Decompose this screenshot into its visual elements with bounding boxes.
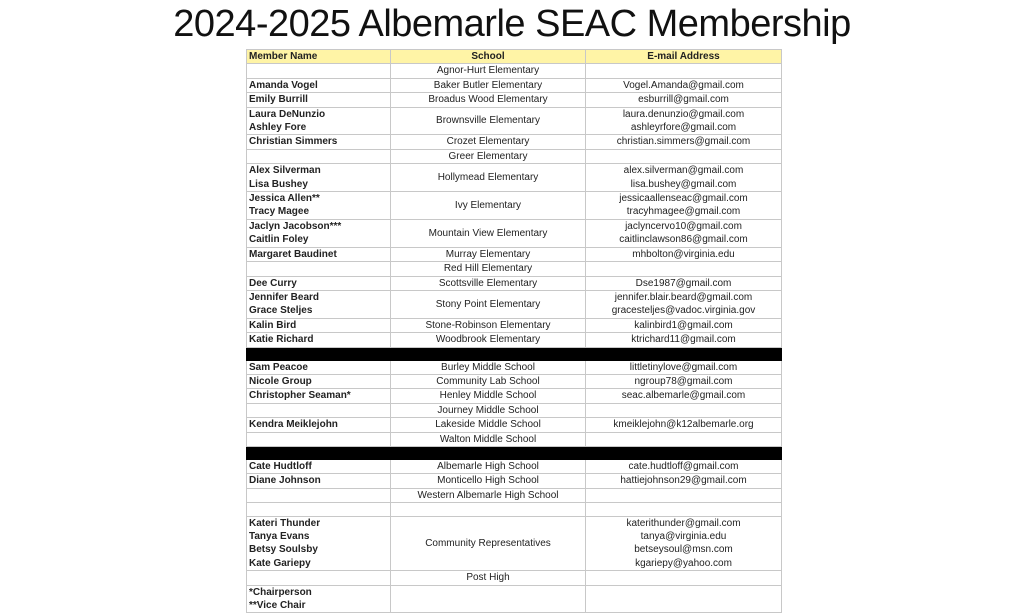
table-row	[247, 107, 782, 135]
member-name-cell	[247, 418, 391, 432]
email-cell	[586, 418, 782, 432]
school-cell: Woodbrook Elementary	[391, 333, 586, 347]
email-cell	[586, 78, 782, 92]
email-cell	[586, 164, 782, 192]
member-name: Cate Hudtloff	[249, 460, 312, 472]
school-cell: Scottsville Elementary	[391, 276, 586, 290]
member-name: Lisa Bushey	[249, 178, 308, 190]
member-name: Betsy Soulsby	[249, 544, 318, 556]
email-address: tanya@virginia.edu	[640, 530, 727, 542]
member-name: Grace Steljes	[249, 305, 313, 317]
table-row	[247, 318, 782, 332]
member-name: Kate Gariepy	[249, 557, 311, 569]
email-address: cate.hudtloff@gmail.com	[628, 460, 739, 472]
email-cell	[586, 262, 782, 276]
table-body	[247, 64, 782, 613]
email-cell	[586, 360, 782, 374]
email-cell	[586, 403, 782, 417]
email-cell	[586, 432, 782, 446]
table-row	[247, 192, 782, 220]
member-name-cell	[247, 247, 391, 261]
email-cell	[586, 135, 782, 149]
school-cell: Red Hill Elementary	[391, 262, 586, 276]
school-cell: Community Representatives	[391, 516, 586, 571]
school-cell: Albemarle High School	[391, 459, 586, 473]
member-name-cell	[247, 318, 391, 332]
email-address: kmeiklejohn@k12albemarle.org	[613, 419, 754, 431]
table-row	[247, 135, 782, 149]
section-divider	[247, 347, 782, 360]
email-cell	[586, 64, 782, 78]
email-address: kgariepy@yahoo.com	[635, 557, 732, 569]
table-row	[247, 93, 782, 107]
member-name-cell	[247, 474, 391, 488]
member-name: Jennifer Beard	[249, 291, 320, 303]
email-address: christian.simmers@gmail.com	[616, 136, 751, 148]
school-cell: Walton Middle School	[391, 432, 586, 446]
school-cell: Hollymead Elementary	[391, 164, 586, 192]
email-address: littletinylove@gmail.com	[629, 361, 738, 373]
school-cell: Ivy Elementary	[391, 192, 586, 220]
member-name: Jessica Allen**	[249, 193, 320, 205]
table-row	[247, 333, 782, 347]
email-address: betseysoul@msn.com	[634, 544, 733, 556]
member-name: Kateri Thunder	[249, 517, 321, 529]
school-cell: Lakeside Middle School	[391, 418, 586, 432]
table-row	[247, 247, 782, 261]
email-cell	[586, 389, 782, 403]
member-name-cell	[247, 164, 391, 192]
table-row	[247, 149, 782, 163]
email-address: hattiejohnson29@gmail.com	[620, 475, 747, 487]
school-cell: Monticello High School	[391, 474, 586, 488]
table-row	[247, 488, 782, 502]
member-name: Kalin Bird	[249, 319, 297, 331]
member-name: Christian Simmers	[249, 136, 338, 148]
email-address: ashleyrfore@gmail.com	[630, 122, 737, 134]
member-name-cell	[247, 192, 391, 220]
email-address: ngroup78@gmail.com	[634, 375, 733, 387]
member-name-cell	[247, 374, 391, 388]
member-name-cell	[247, 93, 391, 107]
member-name-cell	[247, 516, 391, 571]
header-row	[247, 50, 782, 64]
member-name: Tracy Magee	[249, 206, 310, 218]
email-cell	[586, 374, 782, 388]
member-name-cell	[247, 219, 391, 247]
member-name: Christopher Seaman*	[249, 390, 351, 402]
email-address: Vogel.Amanda@gmail.com	[623, 79, 744, 91]
school-cell: Community Lab School	[391, 374, 586, 388]
member-name-cell	[247, 488, 391, 502]
email-address: lisa.bushey@gmail.com	[630, 178, 737, 190]
table-row	[247, 403, 782, 417]
email-cell	[586, 571, 782, 585]
school-cell: Henley Middle School	[391, 389, 586, 403]
member-name-cell	[247, 571, 391, 585]
table-row	[247, 290, 782, 318]
email-address: caitlinclawson86@gmail.com	[619, 234, 748, 246]
member-name-cell	[247, 64, 391, 78]
member-name: Laura DeNunzio	[249, 108, 326, 120]
school-cell: Broadus Wood Elementary	[391, 93, 586, 107]
member-name-cell	[247, 503, 391, 516]
school-cell: Stony Point Elementary	[391, 290, 586, 318]
member-name: Sam Peacoe	[249, 361, 308, 373]
email-cell	[586, 192, 782, 220]
member-name-cell	[247, 149, 391, 163]
footnote: **Vice Chair	[249, 600, 306, 612]
table-row	[247, 164, 782, 192]
email-address: jaclyncervo10@gmail.com	[625, 220, 742, 232]
member-name: Amanda Vogel	[249, 79, 318, 91]
member-name: Alex Silverman	[249, 165, 321, 177]
member-name: Emily Burrill	[249, 94, 308, 106]
table-row	[247, 262, 782, 276]
email-address: tracyhmagee@gmail.com	[626, 206, 741, 218]
school-cell: Murray Elementary	[391, 247, 586, 261]
member-name-cell	[247, 459, 391, 473]
school-cell: Post High	[391, 571, 586, 585]
table-row	[247, 64, 782, 78]
column-header-school: School	[391, 50, 586, 64]
table-row	[247, 474, 782, 488]
email-cell	[586, 219, 782, 247]
email-address: kalinbird1@gmail.com	[634, 319, 733, 331]
email-cell	[586, 488, 782, 502]
email-cell	[586, 516, 782, 571]
school-cell: Agnor-Hurt Elementary	[391, 64, 586, 78]
member-name-cell	[247, 276, 391, 290]
member-name-cell	[247, 333, 391, 347]
email-address: esburrill@gmail.com	[638, 94, 729, 106]
email-cell	[586, 318, 782, 332]
member-name-cell	[247, 360, 391, 374]
school-cell: Mountain View Elementary	[391, 219, 586, 247]
email-address: mhbolton@virginia.edu	[632, 248, 735, 260]
member-name-cell	[247, 290, 391, 318]
member-name: Diane Johnson	[249, 475, 321, 487]
member-name: Ashley Fore	[249, 122, 307, 134]
footnote-row	[247, 585, 782, 613]
email-address: seac.albemarle@gmail.com	[621, 390, 746, 402]
school-cell: Brownsville Elementary	[391, 107, 586, 135]
member-name-cell	[247, 262, 391, 276]
email-cell	[586, 93, 782, 107]
school-cell: Western Albemarle High School	[391, 488, 586, 502]
table-row	[247, 571, 782, 585]
email-cell	[586, 247, 782, 261]
email-cell	[586, 459, 782, 473]
member-name-cell	[247, 78, 391, 92]
table-row	[247, 389, 782, 403]
member-name: Nicole Group	[249, 375, 312, 387]
table-row	[247, 503, 782, 516]
section-divider	[247, 446, 782, 459]
email-cell	[586, 276, 782, 290]
email-cell	[586, 333, 782, 347]
school-cell: Crozet Elementary	[391, 135, 586, 149]
school-cell	[391, 503, 586, 516]
email-address: jessicaallenseac@gmail.com	[619, 193, 748, 205]
email-address: laura.denunzio@gmail.com	[622, 108, 745, 120]
table-row	[247, 418, 782, 432]
table-row	[247, 374, 782, 388]
email-address: jennifer.blair.beard@gmail.com	[614, 291, 753, 303]
email-address: gracesteljes@vadoc.virginia.gov	[611, 305, 756, 317]
email-address: katerithunder@gmail.com	[626, 517, 741, 529]
table-row	[247, 516, 782, 571]
member-name-cell	[247, 389, 391, 403]
table-row	[247, 78, 782, 92]
member-name: Kendra Meiklejohn	[249, 419, 338, 431]
email-cell	[586, 149, 782, 163]
table-row	[247, 459, 782, 473]
email-address: Dse1987@gmail.com	[635, 277, 732, 289]
member-name: Caitlin Foley	[249, 234, 309, 246]
table-row	[247, 360, 782, 374]
email-cell	[586, 107, 782, 135]
column-header-member-name: Member Name	[247, 50, 391, 64]
member-name-cell	[247, 135, 391, 149]
email-cell	[586, 503, 782, 516]
member-name: Jaclyn Jacobson***	[249, 220, 342, 232]
member-name: Katie Richard	[249, 334, 314, 346]
table-row	[247, 432, 782, 446]
table-row	[247, 219, 782, 247]
email-cell	[586, 290, 782, 318]
member-name: Tanya Evans	[249, 530, 310, 542]
table-row	[247, 276, 782, 290]
school-cell: Baker Butler Elementary	[391, 78, 586, 92]
footnote: *Chairperson	[249, 586, 312, 598]
school-cell: Greer Elementary	[391, 149, 586, 163]
school-cell: Journey Middle School	[391, 403, 586, 417]
column-header-email: E-mail Address	[586, 50, 782, 64]
membership-table	[246, 49, 782, 613]
email-cell	[586, 474, 782, 488]
page-title: 2024-2025 Albemarle SEAC Membership	[173, 3, 851, 45]
member-name-cell	[247, 107, 391, 135]
email-address: ktrichard11@gmail.com	[631, 334, 736, 346]
member-name-cell	[247, 432, 391, 446]
school-cell: Burley Middle School	[391, 360, 586, 374]
school-cell: Stone-Robinson Elementary	[391, 318, 586, 332]
footnotes	[247, 585, 391, 613]
email-address: alex.silverman@gmail.com	[623, 165, 744, 177]
member-name-cell	[247, 403, 391, 417]
member-name: Margaret Baudinet	[249, 248, 337, 260]
member-name: Dee Curry	[249, 277, 297, 289]
